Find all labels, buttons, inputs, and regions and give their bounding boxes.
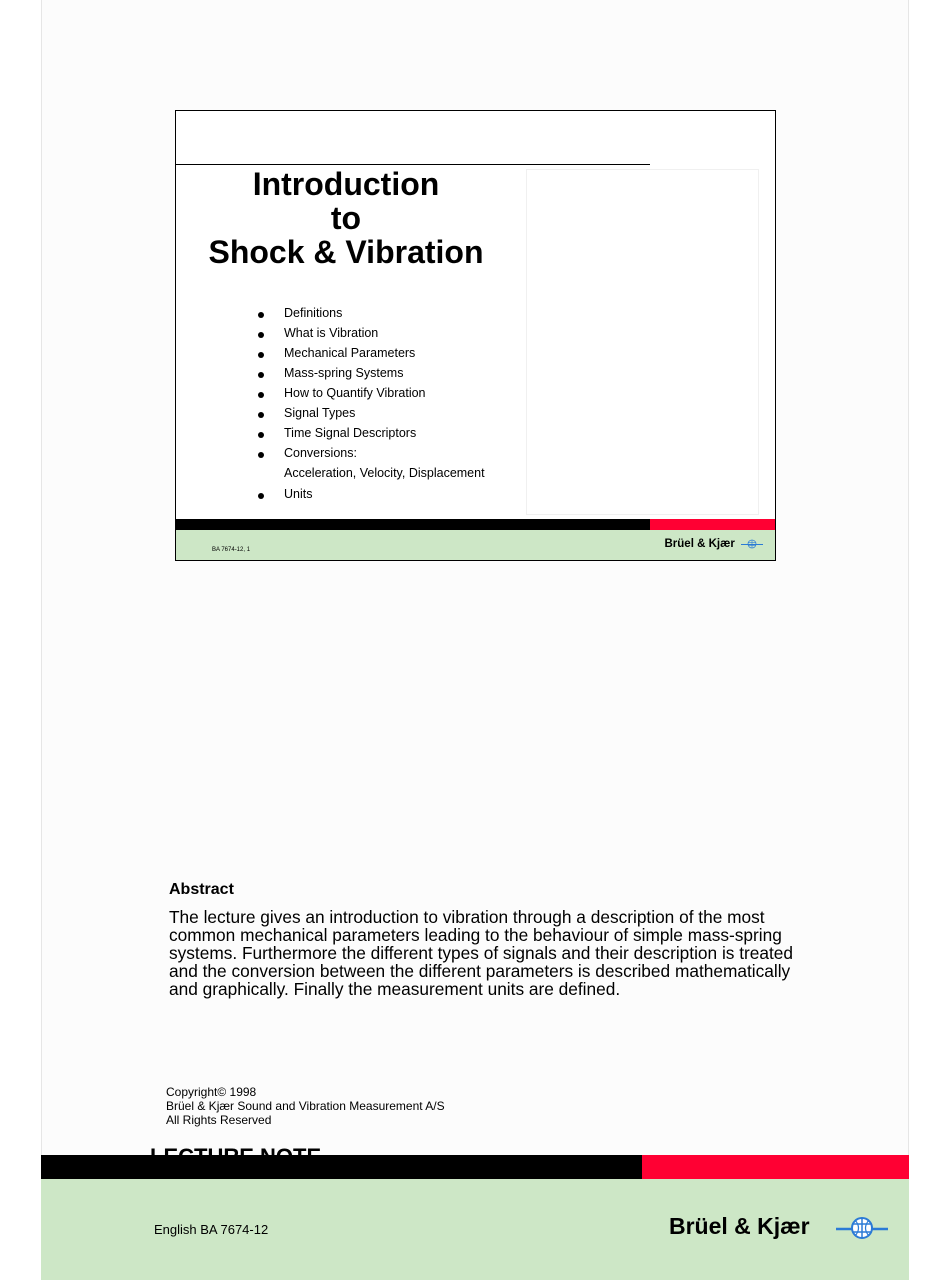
bullet-icon (258, 352, 264, 358)
bullet-icon (258, 372, 264, 378)
topic-list (258, 303, 485, 504)
abstract-heading: Abstract (169, 881, 234, 898)
list-item: Conversions: Acceleration, Velocity, Displacement (258, 443, 485, 484)
list-item: Mass-spring Systems (258, 363, 485, 383)
bk-logo-icon (741, 539, 763, 549)
slide-brand (665, 538, 764, 550)
list-item: What is Vibration (258, 323, 485, 343)
page-footer (41, 1179, 909, 1280)
list-item-subline: Acceleration, Velocity, Displacement (284, 466, 485, 480)
bullet-icon (258, 312, 264, 318)
list-item: Time Signal Descriptors (258, 423, 485, 443)
slide-title-line-2: to (330, 200, 362, 236)
slide-brand-text: Brüel & Kjær (664, 538, 735, 550)
copyright-block (166, 1085, 445, 1127)
slide-title-line-1: Introduction (252, 166, 440, 202)
list-item: Signal Types (258, 403, 485, 423)
slide-code: BA 7674-12, 1 (212, 547, 251, 553)
abstract-text: The lecture gives an introduction to vibration through a description of the most common mechanical parameters leading to the behaviour of simple mass-spring systems. Furthermore the different types of signals and their description is treated and the conversion between the different parameters is described mathematically and graphically. Finally the measurement units are defined. (169, 907, 794, 999)
bk-logo-icon (836, 1216, 888, 1240)
list-item: Definitions (258, 303, 485, 323)
list-item: Mechanical Parameters (258, 343, 485, 363)
list-item: Units (258, 484, 485, 504)
bullet-icon (258, 412, 264, 418)
document-code: English BA 7674-12 (154, 1222, 269, 1237)
footer-bar-red (642, 1155, 909, 1179)
list-item: How to Quantify Vibration (258, 383, 485, 403)
rights-line: All Rights Reserved (166, 1113, 272, 1127)
slide-footer (176, 530, 775, 560)
slide-bar-red (650, 519, 775, 530)
footer-bar-black (41, 1155, 642, 1179)
slide-bar-black (176, 519, 650, 530)
bullet-icon (258, 452, 264, 458)
bullet-icon (258, 493, 264, 499)
bullet-icon (258, 392, 264, 398)
slide-image-placeholder (526, 169, 759, 515)
title-slide (175, 110, 776, 561)
company-line: Brüel & Kjær Sound and Vibration Measurement A/S (166, 1099, 445, 1113)
bullet-icon (258, 332, 264, 338)
footer-brand: Brüel & Kjær (669, 1213, 810, 1239)
slide-title (176, 167, 516, 269)
bullet-icon (258, 432, 264, 438)
slide-title-line-3: Shock & Vibration (208, 234, 484, 270)
slide-divider (176, 164, 650, 165)
copyright-line: Copyright© 1998 (166, 1085, 257, 1099)
